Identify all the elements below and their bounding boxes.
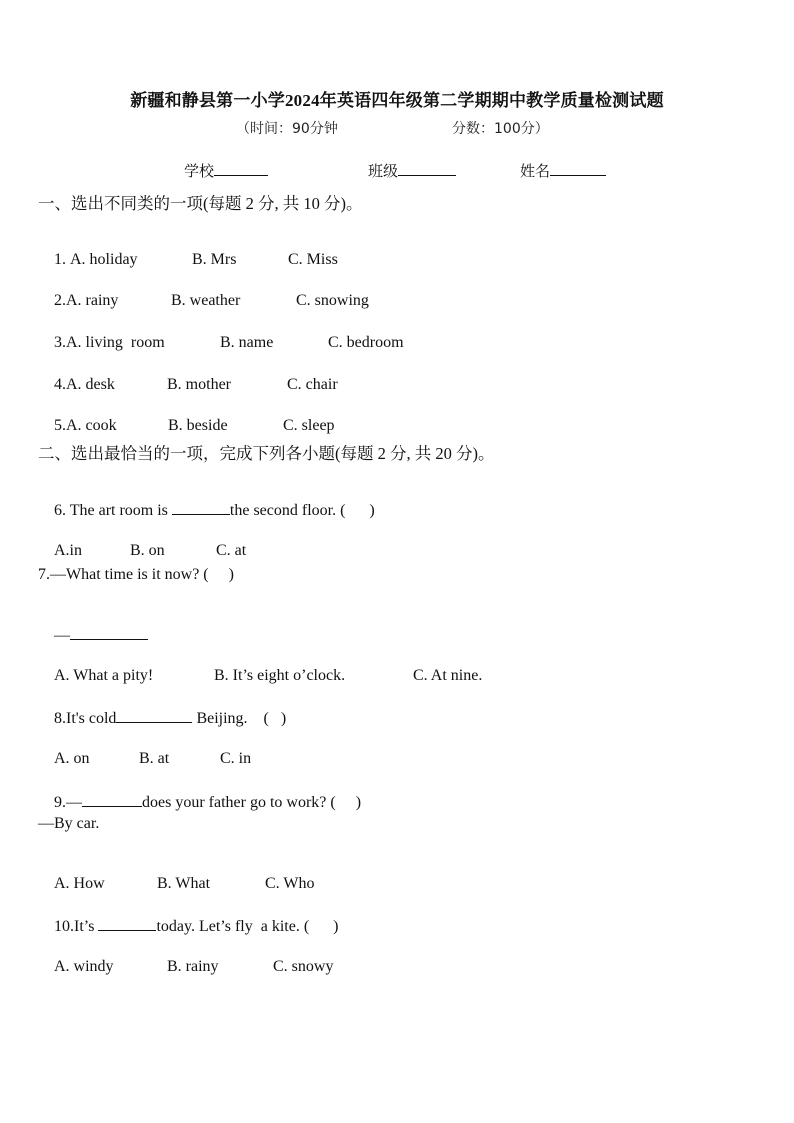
q4-option-c: C. chair — [287, 376, 338, 393]
q6-option-a: A.in — [54, 542, 82, 559]
q8-blank — [116, 708, 192, 723]
class-field — [368, 160, 456, 181]
q5-option-a: A. cook — [66, 417, 117, 434]
name-blank — [550, 161, 606, 176]
question-10-options — [38, 940, 333, 994]
q9-text-end: does your father go to work? ( ) — [142, 794, 362, 811]
q7-option-b: B. It’s eight o’clock. — [214, 667, 346, 684]
q10-option-c: C. snowy — [273, 958, 334, 975]
q2-option-b: B. weather — [171, 292, 241, 309]
q8-text-start: 8.It's cold — [54, 710, 117, 727]
question-9-reply: —By car. — [38, 815, 100, 832]
q6-option-b: B. on — [130, 542, 165, 559]
q2-option-a: A. rainy — [66, 292, 119, 309]
q9-text-start: 9.— — [54, 794, 82, 811]
q10-text-end: today. Let’s fly a kite. ( ) — [156, 918, 339, 935]
class-label: 班级 — [368, 164, 399, 180]
q3-option-b: B. name — [220, 334, 274, 351]
q3-option-a: A. living room — [66, 334, 165, 351]
q1-option-c: C. Miss — [288, 251, 338, 268]
q1-option-b: B. Mrs — [192, 251, 237, 268]
q6-option-c: C. at — [216, 542, 247, 559]
q9-blank — [82, 792, 142, 807]
school-blank — [214, 161, 268, 176]
q7-dash: — — [54, 627, 70, 644]
q9-option-c: C. Who — [265, 875, 315, 892]
section1-heading: 一、选出不同类的一项(每题 2 分, 共 10 分)。 — [38, 194, 363, 213]
q8-option-b: B. at — [139, 750, 170, 767]
q6-text-end: the second floor. ( ) — [229, 502, 375, 519]
q7-option-c: C. At nine. — [413, 667, 483, 684]
q10-blank — [98, 916, 156, 931]
q6-blank — [172, 500, 230, 515]
exam-title: 新疆和静县第一小学2024年英语四年级第二学期期中教学质量检测试题 — [130, 91, 664, 110]
q9-option-a: A. How — [54, 875, 105, 892]
name-label: 姓名 — [520, 164, 551, 180]
q8-text-end: Beijing. ( ) — [192, 710, 287, 727]
q10-text-start: 10.It’s — [54, 918, 99, 935]
q1-option-a: A. holiday — [70, 251, 138, 268]
q4-option-b: B. mother — [167, 376, 231, 393]
q2-number: 2. — [54, 292, 66, 309]
total-score: 分数：100分） — [452, 121, 549, 137]
school-field — [184, 160, 268, 181]
q3-number: 3. — [54, 334, 66, 351]
q7-blank — [70, 625, 148, 640]
q10-option-b: B. rainy — [167, 958, 219, 975]
class-blank — [398, 161, 456, 176]
question-7: 7.—What time is it now? ( ) — [38, 566, 234, 583]
q10-option-a: A. windy — [54, 958, 114, 975]
section2-heading: 二、选出最恰当的一项，完成下列各小题(每题 2 分, 共 20 分)。 — [38, 444, 495, 463]
q1-number: 1. — [54, 251, 70, 268]
q4-number: 4. — [54, 376, 66, 393]
q5-number: 5. — [54, 417, 66, 434]
q2-option-c: C. snowing — [296, 292, 369, 309]
q8-option-c: C. in — [220, 750, 252, 767]
q5-option-b: B. beside — [168, 417, 228, 434]
q9-option-b: B. What — [157, 875, 211, 892]
q5-option-c: C. sleep — [283, 417, 335, 434]
q7-option-a: A. What a pity! — [54, 667, 154, 684]
q6-text-start: 6. The art room is — [54, 502, 172, 519]
q3-option-c: C. bedroom — [328, 334, 404, 351]
name-field — [520, 160, 606, 181]
q8-option-a: A. on — [54, 750, 90, 767]
school-label: 学校 — [184, 164, 215, 180]
q4-option-a: A. desk — [66, 376, 115, 393]
time-limit: （时间：90分钟 — [236, 121, 338, 137]
